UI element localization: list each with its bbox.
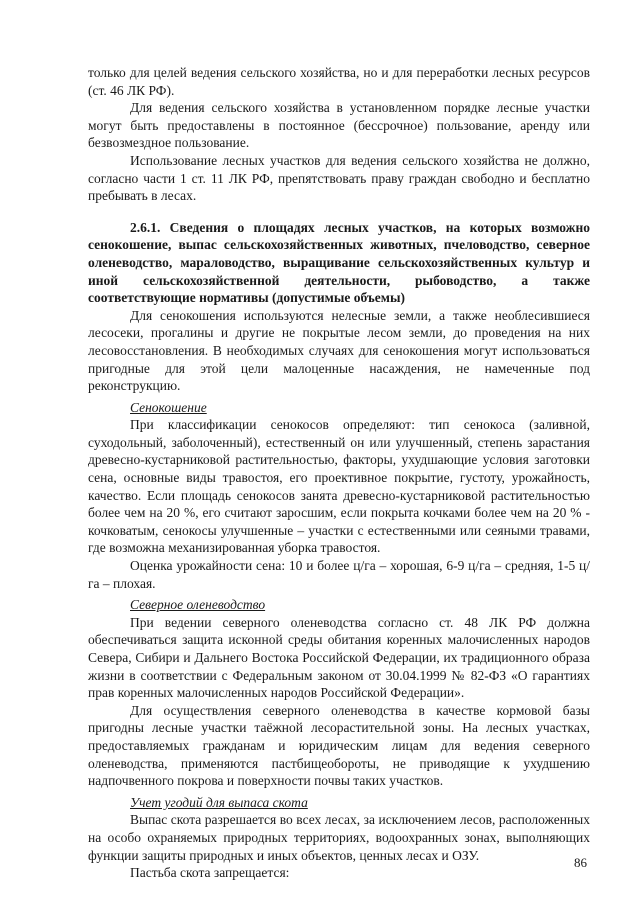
paragraph-3: Использование лесных участков для ведения сельского хозяйства не должно, согласно части 1 ст. 11 ЛК РФ, препятствовать праву граждан свободно и бесплатно пребывать в лесах. — [88, 152, 590, 204]
subheading-hay — [88, 399, 590, 417]
paragraph-grazing-forbidden: Пастьба скота запрещается: — [130, 865, 290, 881]
subheading-grazing-text: Учет угодий для выпаса скота — [130, 794, 308, 810]
subheading-grazing — [88, 794, 590, 812]
subheading-reindeer — [88, 596, 590, 614]
section-heading: 2.6.1. Сведения о площадях лесных участков, на которых возможно сенокошение, выпас сельскохозяйственных животных, пчеловодство, северное оленеводство, мараловодство, выращивание сельскохозяйственных культур и иной сельскохозяйственной деятельности, рыбоводство, а также соответствующие нормативы (допустимые объемы) — [88, 219, 590, 306]
paragraph-grazing-allowed: Выпас скота разрешается во всех лесах, за исключением лесов, расположенных на особо охраняемых природных территориях, водоохранных зонах, выполняющих функции защиты природных и иных объектов, ценных лесах и ОЗУ. — [88, 812, 590, 863]
paragraph-2: Для ведения сельского хозяйства в установленном порядке лесные участки могут быть предоставлены в постоянное (бессрочное) пользование, аренду или безвозмездное пользование. — [88, 100, 590, 151]
paragraph-1: только для целей ведения сельского хозяйства, но и для переработки лесных ресурсов (ст. 46 ЛК РФ). — [88, 65, 590, 98]
subheading-reindeer-text: Северное оленеводство — [130, 597, 266, 613]
paragraph-reindeer-land: Для осуществления северного оленеводства в качестве кормовой базы пригодны лесные участки таёжной лесорастительной зоны. На лесных участках, предоставляемых гражданам и юридическим лицам для ведения северного оленеводства, применяются пастбищеобороты, не приводящие к ухудшению надпочвенного покрова и поверхности почвы таких участков. — [88, 702, 590, 789]
page-number: 86 — [574, 855, 587, 870]
paragraph-hay-yield: Оценка урожайности сена: 10 и более ц/га – хорошая, 6-9 ц/га – средняя, 1-5 ц/га – плохая. — [88, 558, 590, 591]
paragraph-hay-classification: При классификации сенокосов определяют: тип сенокоса (заливной, суходольный, заболоченный), естественный он или улучшенный, степень зарастания древесно-кустарниковой растительностью, факторы, ухудшающие условия заготовки сена, основные виды травостоя, его проективное покрытие, густоту, урожайность, качество. Если площадь сенокосов занята древесно-кустарниковой растительностью более чем на 20 %, его считают заросшим, если покрыта кочками более чем на 20 % - кочковатым, сенокосы улучшенные – участки с естественными или сеяными травами, где возможна механизированная уборка травостоя. — [88, 417, 590, 556]
paragraph-hay-intro: Для сенокошения используются нелесные земли, а также необлесившиеся лесосеки, прогалины и другие не покрытые лесом земли, до проведения на них лесовосстановления. В необходимых случаях для сенокошения могут использоваться пригодные для этой цели малоценные насаждения, не намеченные под реконструкцию. — [88, 307, 590, 394]
paragraph-reindeer-law: При ведении северного оленеводства согласно ст. 48 ЛК РФ должна обеспечиваться защита исконной среды обитания коренных малочисленных народов Севера, Сибири и Дальнего Востока Российской Федерации, их традиционного образа жизни в соответствии с Федеральным законом от 30.04.1999 № 82-ФЗ «О гарантиях прав коренных малочисленных народов Российской Федерации». — [88, 614, 590, 701]
document-body — [88, 64, 590, 882]
subheading-hay-text: Сенокошение — [130, 399, 207, 415]
